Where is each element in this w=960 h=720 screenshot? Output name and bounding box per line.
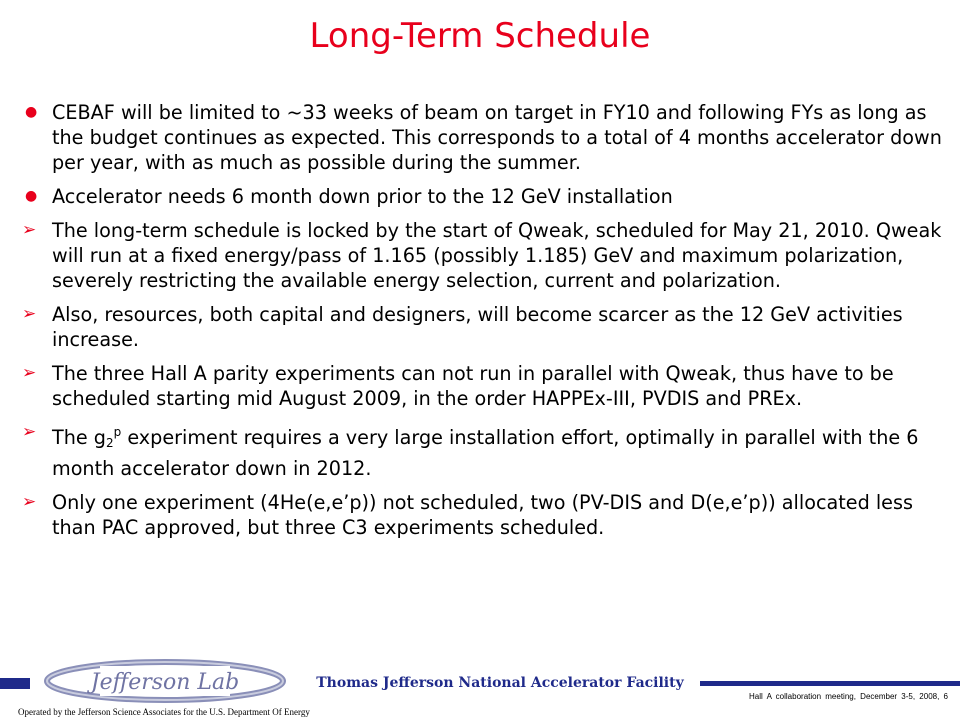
bullet-text-before: The g — [52, 426, 106, 449]
bullet-text: Accelerator needs 6 month down prior to the 12 GeV installation — [52, 185, 673, 208]
arrow-icon: ➢ — [22, 492, 37, 512]
jefferson-lab-logo — [30, 656, 300, 706]
bullet-text: The three Hall A parity experiments can not run in parallel with Qweak, thus have to be scheduled starting mid August 2009, in the order HAPPEx-III, PVDIS and PREx. — [52, 362, 894, 410]
arrow-icon: ➢ — [22, 304, 37, 324]
facility-name: Thomas Jefferson National Accelerator Facility — [300, 672, 700, 694]
dot-icon: ● — [25, 188, 38, 204]
subscript: 2 — [105, 436, 114, 450]
bullet-list — [22, 100, 942, 549]
dot-icon: ● — [25, 104, 38, 120]
bullet-text: CEBAF will be limited to ~33 weeks of beam on target in FY10 and following FYs as long as the budget continues as expected. This corresponds to a total of 4 months accelerator down per year, with as much as possible during the summer. — [52, 101, 942, 174]
bullet-item — [22, 490, 942, 540]
svg-text:Jefferson Lab: Jefferson Lab — [90, 670, 240, 695]
superscript: p — [113, 425, 122, 439]
bullet-item — [22, 420, 942, 481]
bullet-text: Only one experiment (4He(e,e’p)) not scheduled, two (PV-DIS and D(e,e’p)) allocated less than PAC approved, but three C3 experiments scheduled. — [52, 491, 913, 539]
slide-title: Long-Term Schedule — [309, 16, 651, 56]
bullet-item — [22, 361, 942, 411]
arrow-icon: ➢ — [22, 422, 37, 442]
arrow-icon: ➢ — [22, 363, 37, 383]
bullet-item — [22, 100, 942, 175]
bullet-item — [22, 302, 942, 352]
bullet-item — [22, 184, 942, 209]
meeting-info: Hall A collaboration meeting, December 3-5, 2008, 6 — [749, 692, 948, 701]
arrow-icon: ➢ — [22, 220, 37, 240]
bullet-item — [22, 218, 942, 293]
bullet-text: Also, resources, both capital and designers, will become scarcer as the 12 GeV activities increase. — [52, 303, 903, 351]
operated-by-text: Operated by the Jefferson Science Associates for the U.S. Department Of Energy — [18, 707, 310, 717]
bullet-text: The long-term schedule is locked by the start of Qweak, scheduled for May 21, 2010. Qweak will run at a fixed energy/pass of 1.165 (possibly 1.185) GeV and maximum polarization, severely restricting the available energy selection, current and polarization. — [52, 219, 942, 292]
bullet-text-after: experiment requires a very large installation effort, optimally in parallel with the 6 month accelerator down in 2012. — [52, 426, 919, 480]
